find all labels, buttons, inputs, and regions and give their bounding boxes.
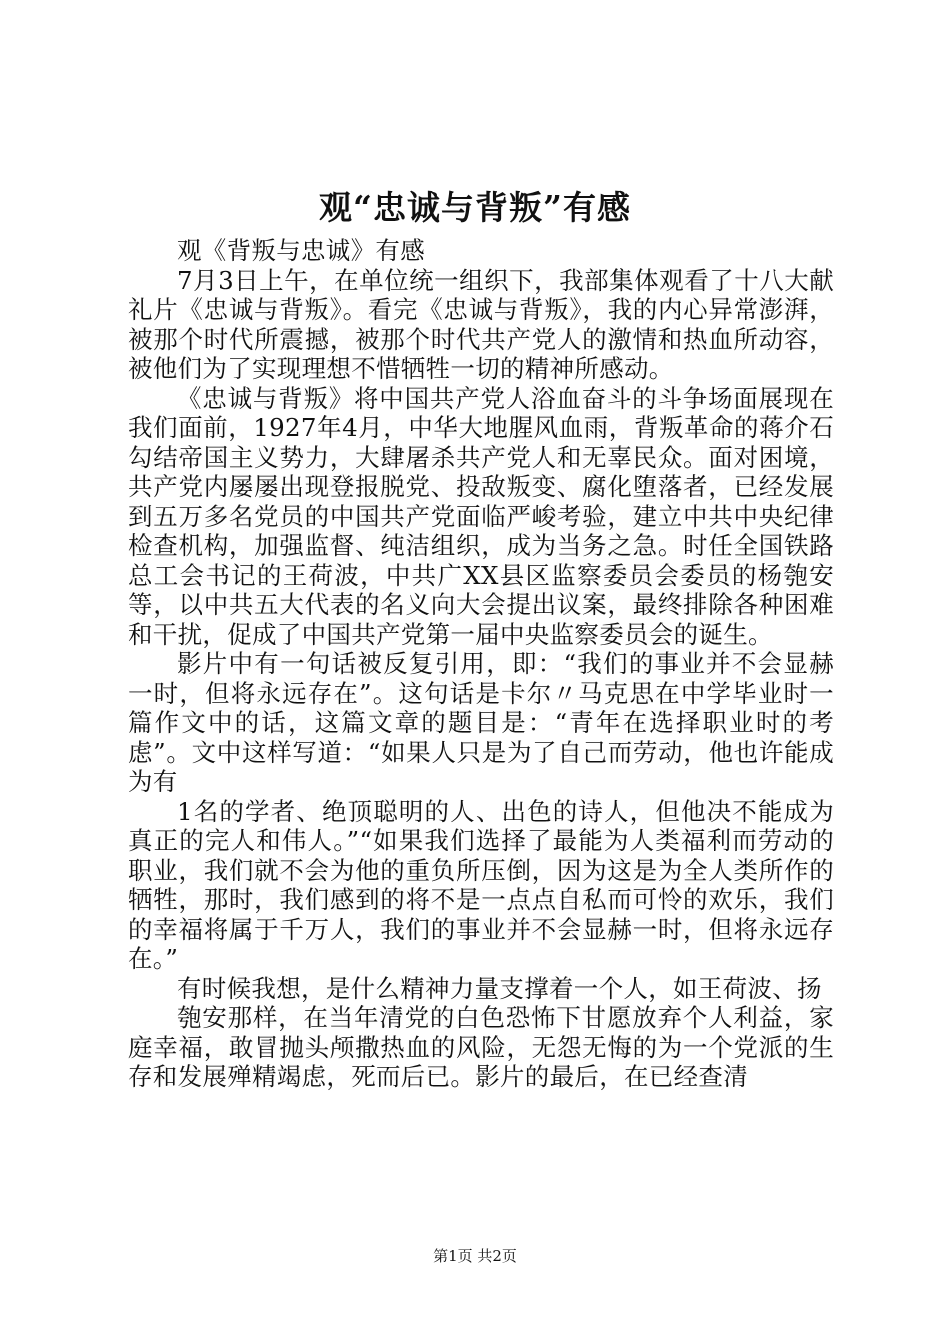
paragraph: 《忠诚与背叛》将中国共产党人浴血奋斗的斗争场面展现在我们面前，1927年4月，中华大地腥风血雨，背叛革命的蒋介石勾结帝国主义势力，大肆屠杀共产党人和无辜民众。面对困境，共产党内屡屡出现登报脱党、投敌叛变、腐化堕落者，已经发展到五万多名党员的中国共产党面临严峻考验，建立中共中央纪律检查机构，加强监督、纯洁组织，成为当务之急。时任全国铁路总工会书记的王荷波，中共广XX县区监察委员会委员的杨匏安等，以中共五大代表的名义向大会提出议案，最终排除各种困难和干扰，促成了中国共产党第一届中央监察委员会的诞生。 xyxy=(128,383,834,649)
paragraph: 匏安那样，在当年清党的白色恐怖下甘愿放弃个人利益，家庭幸福，敢冒抛头颅撒热血的风险，无怨无悔的为一个党派的生存和发展殚精竭虑，死而后已。影片的最后，在已经查清 xyxy=(128,1003,834,1091)
paragraph: 7月3日上午，在单位统一组织下，我部集体观看了十八大献礼片《忠诚与背叛》。看完《忠诚与背叛》，我的内心异常澎湃，被那个时代所震撼，被那个时代共产党人的激情和热血所动容，被他们为了实现理想不惜牺牲一切的精神所感动。 xyxy=(128,265,834,383)
paragraph: 1名的学者、绝顶聪明的人、出色的诗人，但他决不能成为真正的完人和伟人。”“如果我们选择了最能为人类福利而劳动的职业，我们就不会为他的重负所压倒，因为这是为全人类所作的牺牲，那时，我们感到的将不是一点点自私而可怜的欢乐，我们的幸福将属于千万人，我们的事业并不会显赫一时，但将永远存在。” xyxy=(128,796,834,973)
document-body xyxy=(128,236,834,1092)
paragraph: 影片中有一句话被反复引用，即：“我们的事业并不会显赫一时，但将永远存在”。这句话是卡尔〃马克思在中学毕业时一篇作文中的话，这篇文章的题目是：“青年在选择职业时的考虑”。文中这样写道：“如果人只是为了自己而劳动，他也许能成为有 xyxy=(128,649,834,796)
document-title: 观“忠诚与背叛”有感 xyxy=(319,188,631,227)
paragraph: 有时候我想，是什么精神力量支撑着一个人，如王荷波、扬 xyxy=(177,973,822,1003)
page-footer: 第1页 共2页 xyxy=(433,1247,517,1265)
paragraph-subtitle: 观《背叛与忠诚》有感 xyxy=(177,236,425,265)
